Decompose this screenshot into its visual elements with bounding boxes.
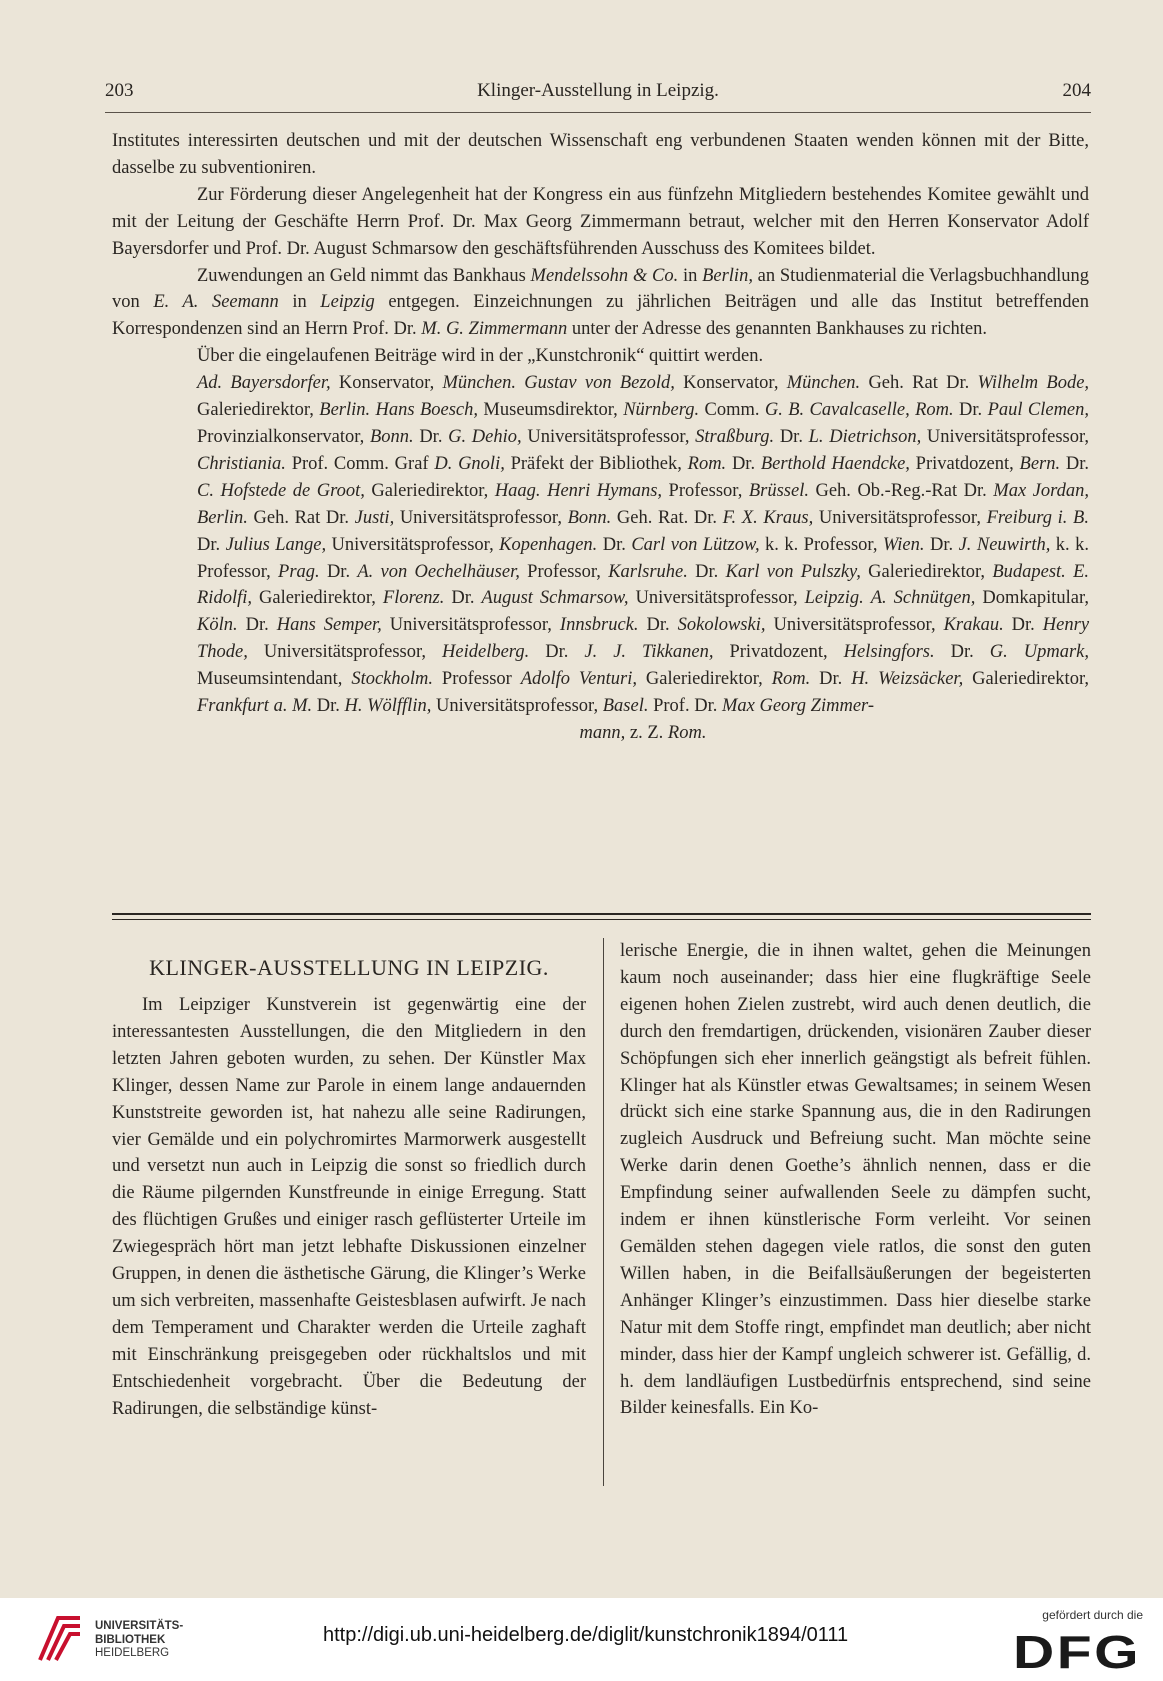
italic-run: Carl von Lützow,: [631, 534, 760, 555]
text-run: Professor: [433, 669, 521, 690]
text-run: Präfekt der Bibliothek,: [504, 453, 688, 474]
italic-run: Karlsruhe.: [608, 561, 688, 582]
italic-run: München.: [786, 373, 861, 394]
italic-run: Bonn.: [567, 507, 612, 528]
italic-run: H. Wölfflin,: [344, 696, 432, 717]
italic-run: Rom.: [667, 722, 707, 743]
italic-run: Berthold Haendcke,: [760, 453, 910, 474]
italic-run: Brüssel.: [748, 480, 809, 501]
italic-run: Karl von Pulszky,: [725, 561, 861, 582]
text-run: entgegen. Einzeichnungen zu jährlichen Beiträgen und alle das Institut betreffenden Korrespondenzen sind an Herrn Prof. Dr.: [112, 292, 1090, 340]
italic-run: Heidelberg.: [442, 642, 530, 663]
italic-run: Sokolowski,: [677, 615, 766, 636]
text-run: Konservator,: [330, 373, 443, 394]
text-run: Dr.: [774, 426, 809, 447]
text-run: Dr.: [953, 400, 988, 421]
page-number-left: 203: [105, 80, 134, 101]
text-run: [864, 588, 871, 608]
text-run: Universitätsprofessor,: [394, 507, 568, 528]
italic-run: Köln.: [197, 615, 238, 636]
italic-run: mann,: [579, 722, 626, 743]
text-run: Professor,: [662, 480, 749, 501]
text-run: in: [678, 265, 703, 286]
text-run: Prof. Dr.: [648, 696, 722, 717]
italic-run: G. Upmark,: [989, 642, 1090, 663]
committee-members-end: [112, 720, 1089, 747]
article-column-right: [620, 938, 1091, 1422]
italic-run: E. Ridolfi,: [197, 561, 1090, 609]
italic-run: Florenz.: [382, 588, 445, 609]
text-run: z. Z.: [625, 722, 668, 743]
text-run: in: [278, 292, 321, 313]
text-run: Dr.: [638, 615, 678, 636]
text-run: Comm.: [699, 400, 765, 421]
text-run: Universitätsprofessor,: [381, 615, 560, 636]
text-run: Universitätsprofessor,: [628, 588, 805, 609]
italic-run: Adolfo Venturi,: [520, 669, 638, 690]
italic-run: Ad. Bayersdorfer,: [197, 373, 331, 394]
text-run: Galeriedirektor,: [963, 669, 1089, 690]
text-run: Universitätsprofessor,: [326, 534, 500, 555]
library-logo-icon: [36, 1612, 84, 1664]
text-run: Dr.: [319, 561, 358, 582]
italic-run: Rom.: [771, 669, 811, 690]
text-run: Geh. Rat Dr.: [247, 507, 355, 528]
text-run: [1066, 562, 1073, 582]
italic-run: Berlin.: [197, 507, 248, 528]
text-run: Geh. Rat Dr.: [860, 373, 978, 394]
article-text-right: lerische Energie, die in ihnen waltet, gehen die Meinungen kaum noch auseinander; dass hier eine flugkräftige Seele eigenen hohen Zielen zustrebt, wird auch denen deutlich, die durch den fremdartigen, drückenden, visionären Zauber dieser Schöpfungen sich eher innerlich geängstigt als befreit fühlen. Klinger hat als Künstler etwas Gewaltsames; in seinem Wesen drückt sich eine starke Spannung aus, die in den Radirungen zugleich Ausdruck und Befreiung sucht. Man möchte seine Werke darin denen Goethe’s ähnlich nennen, dass er die Empfindung seiner aufwallenden Seele zu dämpfen sucht, indem er ihnen künstlerische Form verleiht. Vor seinen Gemälden stehen dagegen viele ratlos, die sonst den guten Willen haben, in die Beifallsäußerungen der begeisterten Anhänger Klinger’s einzustimmen. Dass hier dieselbe starke Natur mit dem Stoffe ringt, empfindet man deutlich; aber nicht minder, dass hier der Kampf ungleich schwerer ist. Gefällig, d. h. dem landläufigen Lustbedürfnis entsprechend, sind seine Bilder keinesfalls. Ein Ko-: [620, 941, 1091, 1419]
italic-run: Paul Clemen,: [987, 400, 1090, 421]
text-run: Museumsdirektor,: [478, 400, 624, 421]
italic-run: Wilhelm Bode,: [977, 373, 1090, 394]
committee-notice: [112, 128, 1089, 747]
section-divider-thin: [112, 919, 1091, 920]
text-run: k. k. Professor,: [759, 534, 883, 555]
italic-run: Rom.: [915, 400, 954, 421]
library-name: UNIVERSITÄTS- BIBLIOTHEK HEIDELBERG: [95, 1620, 184, 1659]
text-run: an Studienmaterial die Verlagsbuchhandlung von: [112, 265, 1090, 313]
italic-run: M. G. Zimmermann: [421, 319, 568, 340]
italic-run: Berlin,: [702, 265, 753, 286]
notice-paragraph-4: Über die eingelaufenen Beiträge wird in der „Kunstchronik“ quittirt werden.: [197, 346, 764, 367]
text-run: Dr.: [197, 534, 226, 555]
text-run: Dr.: [444, 588, 482, 609]
italic-run: Prag.: [278, 561, 320, 582]
italic-run: Basel.: [602, 696, 649, 717]
text-run: Universitätsprofessor,: [813, 507, 987, 528]
text-run: Universitätsprofessor,: [521, 426, 696, 447]
text-run: Professor,: [519, 561, 609, 582]
italic-run: C. Hofstede de Groot,: [197, 480, 365, 501]
italic-run: Bonn.: [369, 426, 414, 447]
italic-run: Stockholm.: [351, 669, 434, 690]
italic-run: Helsingfors.: [843, 642, 935, 663]
text-run: Universitätsprofessor,: [921, 426, 1090, 447]
text-run: Galeriedirektor,: [252, 588, 383, 609]
text-run: Konservator,: [674, 373, 787, 394]
text-run: Geh. Rat. Dr.: [611, 507, 723, 528]
committee-members: [197, 370, 1089, 720]
italic-run: A. Schnütgen,: [870, 588, 976, 609]
italic-run: A. von Oechelhäuser,: [357, 561, 520, 582]
text-run: Dr.: [237, 615, 277, 636]
italic-run: Julius Lange,: [225, 534, 327, 555]
italic-run: G. B. Cavalcaselle,: [764, 400, 910, 421]
italic-run: Leipzig: [320, 292, 375, 313]
italic-run: Frankfurt a. M.: [197, 696, 313, 717]
text-run: Provinzialkonservator,: [197, 426, 370, 447]
italic-run: August Schmarsow,: [481, 588, 629, 609]
italic-run: F. X. Kraus,: [722, 507, 814, 528]
text-run: [516, 373, 524, 393]
notice-paragraph-2: Zur Förderung dieser Angelegenheit hat der Kongress ein aus fünfzehn Mitgliedern bestehendes Komitee gewählt und mit der Leitung der Geschäfte Herrn Prof. Dr. Max Georg Zimmermann betraut, welcher mit den Herren Konservator Adolf Bayersdorfer und Prof. Dr. August Schmarsow den geschäftsführenden Ausschuss des Komitees bildet.: [112, 184, 1089, 259]
text-run: unter der Adresse des genannten Bankhauses zu richten.: [567, 319, 987, 340]
italic-run: Bern.: [1019, 453, 1061, 474]
italic-run: Henri Hymans,: [547, 480, 663, 501]
running-title: Klinger-Ausstellung in Leipzig.: [477, 80, 719, 101]
text-run: Dr.: [934, 642, 990, 663]
italic-run: Berlin.: [319, 400, 371, 421]
italic-run: Hans Semper,: [276, 615, 382, 636]
italic-run: Mendelssohn & Co.: [530, 265, 679, 286]
italic-run: J. J. Tikkanen,: [584, 642, 714, 663]
article-column-left: [112, 938, 586, 1423]
header-rule: [105, 112, 1091, 113]
text-run: Dr.: [687, 561, 726, 582]
italic-run: Gustav von Bezold,: [524, 373, 675, 394]
article-title: KLINGER-AUSSTELLUNG IN LEIPZIG.: [149, 955, 549, 980]
column-rule: [603, 938, 604, 1486]
text-run: Geh. Ob.-Reg.-Rat Dr.: [808, 480, 994, 501]
text-run: Dr.: [810, 669, 852, 690]
text-run: Dr.: [529, 642, 585, 663]
italic-run: Innsbruck.: [559, 615, 639, 636]
italic-run: Hans Boesch,: [375, 400, 479, 421]
italic-run: Justi,: [354, 507, 395, 528]
italic-run: Haag.: [494, 480, 541, 501]
italic-run: D. Gnoli,: [434, 453, 505, 474]
permalink-url[interactable]: http://digi.ub.uni-heidelberg.de/diglit/kunstchronik1894/0111: [323, 1624, 849, 1646]
italic-run: Freiburg i. B.: [986, 507, 1089, 528]
italic-run: Henry Thode,: [197, 615, 1090, 663]
text-run: Dr.: [413, 426, 449, 447]
italic-run: Rom.: [687, 453, 727, 474]
text-run: Galeriedirektor,: [364, 480, 495, 501]
text-run: Dr.: [924, 534, 959, 555]
italic-run: H. Weizsäcker,: [851, 669, 964, 690]
text-run: Universitätsprofessor,: [247, 642, 443, 663]
section-divider: [112, 913, 1091, 915]
italic-run: Nürnberg.: [623, 400, 700, 421]
text-run: Dr.: [1003, 615, 1043, 636]
text-run: Universitätsprofessor,: [431, 696, 603, 717]
notice-paragraph-1: Institutes interessirten deutschen und mit der deutschen Wissenschaft eng verbundenen Staaten wenden können mit der Bitte, dasselbe zu subventioniren.: [112, 131, 1089, 178]
italic-run: Max Georg Zimmer-: [721, 696, 875, 717]
italic-run: München.: [442, 373, 516, 394]
funded-by-label: gefördert durch die: [1042, 1608, 1143, 1622]
running-header: [105, 80, 1091, 110]
italic-run: Max Jordan,: [993, 480, 1090, 501]
italic-run: Krakau.: [943, 615, 1004, 636]
digitization-footer: [0, 1598, 1163, 1681]
text-run: Dr.: [597, 534, 632, 555]
notice-paragraph-3: [112, 263, 1089, 344]
italic-run: Leipzig.: [804, 588, 864, 609]
text-run: Privatdozent,: [909, 453, 1020, 474]
italic-run: J. Neuwirth,: [958, 534, 1051, 555]
article-text-left: Im Leipziger Kunstverein ist gegenwärtig eine der interessantesten Ausstellungen, die den Mitgliedern in den letzten Jahren geboten wurden, zu sehen. Der Künstler Max Klinger, dessen Name zur Parole in einem lange andauernden Kunststreite geworden ist, hat nahezu alle seine Radirungen, vier Gemälde und ein polychromirtes Marmorwerk ausgestellt und versetzt nun auch in Leipzig die sonst so friedlich durch die Räume pilgernden Kunstfreunde in einige Erregung. Statt des flüchtigen Grußes und einiger rasch geflüsterter Urteile im Zwiegespräch hört man jetzt lebhafte Diskussionen einzelner Gruppen, in denen die ästhetische Gärung, die Klinger’s Werke um sich verbreiten, massenhafte Geistesblasen aufwirft. Je nach dem Temperament und Charakter werden die Urteile zaghaft mit Einschränkung preisgegeben oder rückhaltslos und mit Entschiedenheit vorgebracht. Über die Bedeutung der Radirungen, die selbständige künst-: [112, 995, 586, 1419]
text-run: k. k. Professor,: [197, 534, 1090, 582]
italic-run: Christiania.: [197, 453, 286, 474]
text-run: Museumsintendant,: [197, 669, 352, 690]
text-run: Privatdozent,: [713, 642, 844, 663]
page-number-right: 204: [1062, 80, 1091, 101]
text-run: Zuwendungen an Geld nimmt das Bankhaus: [197, 265, 531, 286]
text-run: Galeriedirektor,: [197, 400, 320, 421]
text-run: Galeriedirektor,: [860, 561, 993, 582]
text-run: Domkapitular,: [975, 588, 1090, 609]
italic-run: Straßburg.: [695, 426, 775, 447]
italic-run: Budapest.: [992, 561, 1066, 582]
text-run: Prof. Comm. Graf: [285, 453, 435, 474]
italic-run: E. A. Seemann: [153, 292, 279, 313]
text-run: Galeriedirektor,: [637, 669, 772, 690]
text-run: Dr.: [312, 696, 345, 717]
text-run: Dr.: [726, 453, 761, 474]
dfg-logo-icon: [1013, 1628, 1143, 1672]
text-run: Dr.: [1060, 453, 1090, 474]
dfg-logo-text: DFG: [1013, 1628, 1141, 1672]
italic-run: Wien.: [882, 534, 925, 555]
text-run: Universitätsprofessor,: [765, 615, 944, 636]
italic-run: L. Dietrichson,: [808, 426, 922, 447]
italic-run: Kopenhagen.: [499, 534, 598, 555]
italic-run: G. Dehio,: [448, 426, 522, 447]
